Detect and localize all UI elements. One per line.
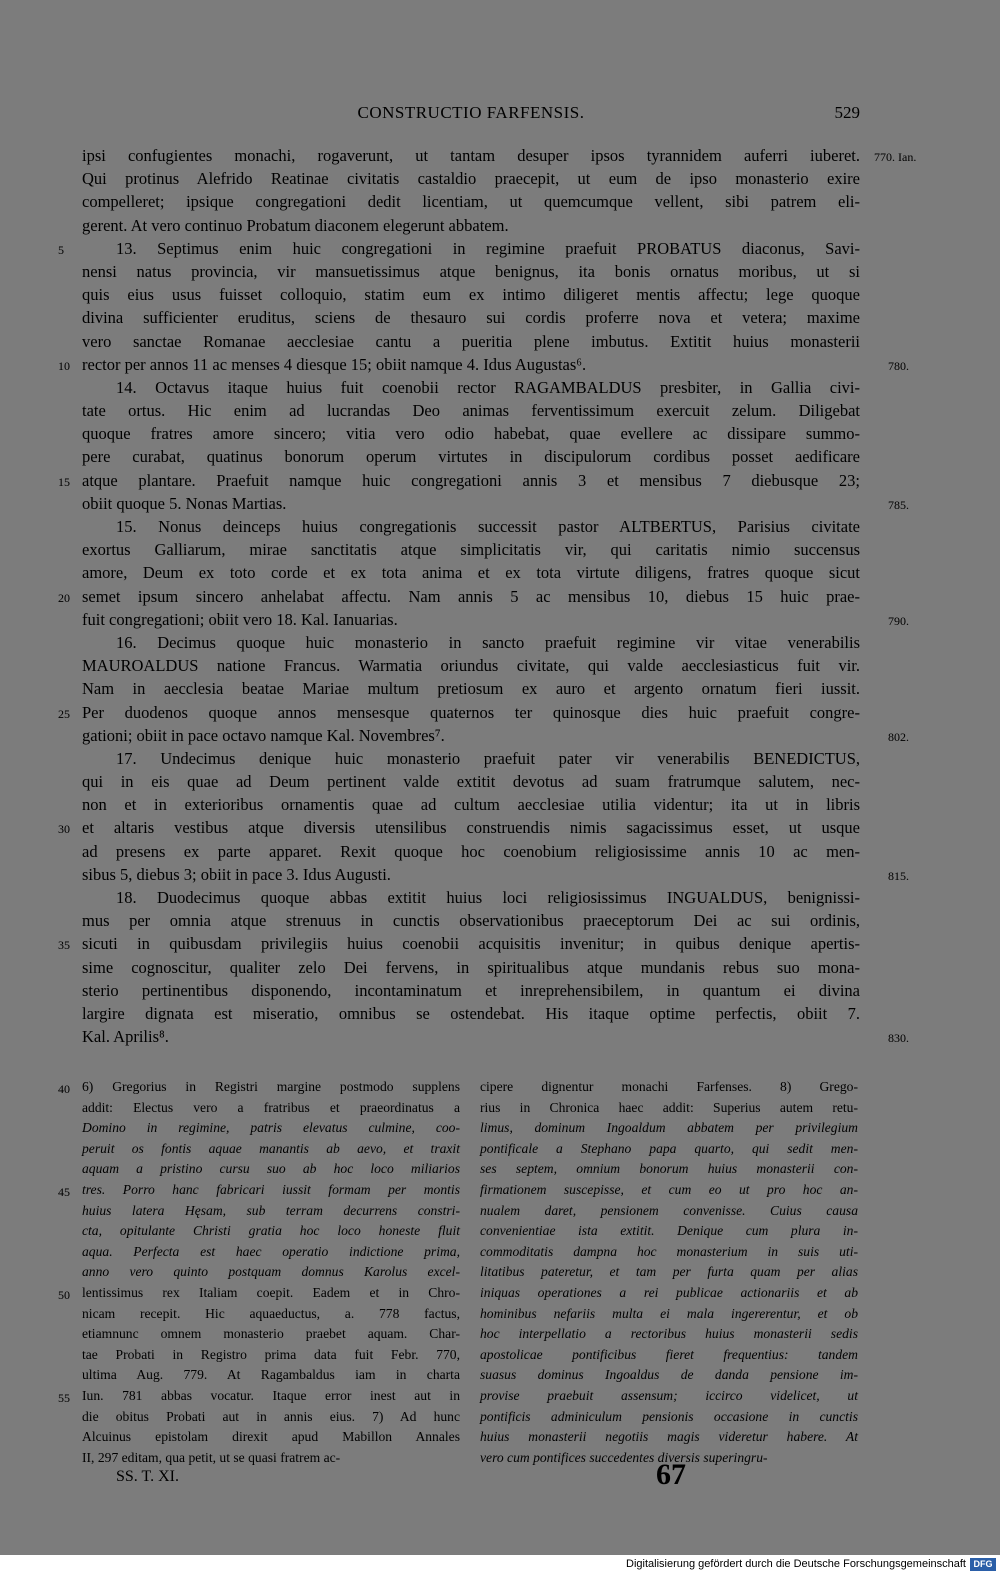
footnote-line [82, 1098, 460, 1119]
footnote-line-content: limus, dominum Ingoaldum abbatem per privilegium [480, 1120, 858, 1136]
footnote-line [82, 1427, 460, 1448]
footnote-line-content: aquam a pristino cursu suo ab hoc loco miliarios [82, 1161, 460, 1177]
margin-year: 780. [888, 358, 909, 373]
text-line [82, 840, 860, 863]
footnote-line [58, 1077, 460, 1098]
digitization-footer [0, 1555, 1000, 1575]
text-line-content: sime cognoscitur, qualiter zelo Dei fervens, in spiritualibus atque mundanis rebus suo mona- [82, 957, 860, 977]
text-line [82, 214, 860, 237]
footnote-line [480, 1304, 858, 1325]
text-line [58, 701, 860, 724]
footnote-line-content: cta, opitulante Christi gratia hoc loco honeste fluit [82, 1223, 460, 1239]
main-text [58, 144, 917, 1048]
text-line-content: Qui protinus Alefrido Reatinae civitatis castaldio praecepit, ut eum de ipso monasterio exire [82, 169, 860, 189]
footnotes-left-column [58, 1077, 460, 1468]
text-line-content: Kal. Aprilis⁸. [82, 1027, 169, 1047]
text-line-content: quoque fratres amore sincero; vitia vero odio habebat, quae evellere ac dissipare summo- [82, 424, 860, 444]
margin-year: 802. [888, 729, 909, 744]
footnote-line [480, 1262, 858, 1283]
running-title: CONSTRUCTIO FARFENSIS. [357, 103, 585, 122]
line-number: 15 [58, 474, 70, 489]
text-line [82, 167, 860, 190]
text-line-content: nensi natus provincia, vir mansuetissimus atque benignus, ita bonis ornatus moribus, ut si [82, 261, 860, 281]
footnote-line-content: commoditatis dampna hoc monasterium in suis uti- [480, 1243, 858, 1259]
line-number: 25 [58, 706, 70, 721]
text-line-content: et altaris vestibus atque diversis utensilibus construendis nimis sagacissimus esset, ut usque [82, 818, 860, 838]
page-number: 529 [834, 103, 860, 122]
text-line [82, 190, 860, 213]
text-line-content: sterio pertinentibus disponendo, incontaminatum et inreprehensibilem, in quantum ei divina [82, 980, 860, 1000]
text-line [82, 1002, 860, 1025]
dfg-logo-icon: DFG [970, 1558, 996, 1571]
footnotes-right-column [480, 1077, 858, 1468]
margin-year: 785. [888, 497, 909, 512]
text-line [82, 956, 860, 979]
text-line [82, 863, 909, 886]
text-line-content: MAUROALDUS natione Francus. Warmatia oriundus civitate, qui valde aecclesiasticus fuit vir. [82, 656, 860, 676]
text-line [82, 886, 860, 909]
text-line [82, 677, 860, 700]
text-line-content: Per duodenos quoque annos mensesque quaternos ter quinosque dies huic praefuit congre- [82, 702, 860, 722]
footnote-line-content: hoc interpellatio a rectoribus huius monasterii sedis [480, 1326, 858, 1342]
footnote-line [82, 1201, 460, 1222]
text-line-content: tate ortus. Hic enim ad lucrandas Deo animas ferventissimum exercuit zelum. Diligebat [82, 401, 860, 421]
footnote-line [82, 1407, 460, 1428]
line-number: 40 [58, 1082, 70, 1096]
line-number: 10 [58, 358, 70, 373]
text-line [82, 608, 909, 631]
footnote-line [82, 1159, 460, 1180]
footnote-line-content: ultima Aug. 779. At Ragambaldus iam in charta [82, 1367, 460, 1383]
text-line [82, 422, 860, 445]
footer-credit: Digitalisierung gefördert durch die Deutsche Forschungsgemeinschaft [626, 1558, 966, 1570]
footnote-line-content: pontificis adminiculum pensionis occasione in cunctis [480, 1408, 858, 1424]
footnote-line-content: tres. Porro hanc fabricari iussit formam per montis [82, 1181, 460, 1197]
footnote-line [82, 1242, 460, 1263]
footnote-line [480, 1386, 858, 1407]
text-line [82, 654, 860, 677]
footnote-line [480, 1283, 858, 1304]
footnote-line [480, 1098, 858, 1119]
text-line-content: exortus Galliarum, mirae sanctitatis atque simplicitatis vir, qui caritatis nimio succensus [82, 540, 860, 560]
footnote-line-content: Alcuinus epistolam direxit apud Mabillon Annales [82, 1429, 460, 1445]
footnote-line [82, 1324, 460, 1345]
page-header [82, 103, 860, 127]
text-line-content: 18. Duodecimus quoque abbas extitit huius loci religiosissimus INGUALDUS, benignissi- [116, 888, 860, 907]
footnote-line [82, 1448, 460, 1469]
footnote-line [480, 1407, 858, 1428]
margin-year: 830. [888, 1031, 909, 1046]
text-line-content: 13. Septimus enim huic congregationi in regimine praefuit PROBATUS diaconus, Savi- [116, 238, 860, 258]
line-number: 50 [58, 1287, 70, 1302]
margin-year: 770. Ian. [874, 150, 917, 164]
footnote-line [480, 1365, 858, 1386]
text-line [58, 469, 860, 492]
footnote-line-content: Domino in regimine, patris elevatus culmine, coo- [82, 1120, 460, 1136]
text-line-content: ipsi confugientes monachi, rogaverunt, ut tantam desuper ipsos tyrannidem auferri iuberet. [82, 146, 860, 165]
text-line-content: compelleret; ipsique congregationi dedit licentiam, ut quemcumque vellent, sibi patrem eli- [82, 192, 860, 212]
footnote-line-content: rius in Chronica haec addit: Superius autem retu- [480, 1099, 858, 1115]
footnote-line [480, 1324, 858, 1345]
text-line-content: divina sufficienter eruditus, sciens de thesauro sui cordis proferre nova et vetera; maxime [82, 308, 860, 328]
text-line-content: 14. Octavus itaque huius fuit coenobii rector RAGAMBALDUS presbiter, in Gallia civi- [116, 377, 860, 397]
text-line-content: ad presens ex parte apparet. Rexit quoque hoc coenobium religiosissime annis 10 ac men- [82, 841, 860, 861]
footnote-line-content: ses septem, omnium bonorum huius monasterii con- [480, 1161, 858, 1177]
text-line-content: 16. Decimus quoque huic monasterio in sancto praefuit regimine vir vitae venerabilis [116, 632, 860, 652]
footnote-line-content: addit: Electus vero a fratribus et praeordinatus a [82, 1099, 460, 1115]
text-line [58, 585, 860, 608]
footnote-line [480, 1180, 858, 1201]
footnote-line [480, 1427, 858, 1448]
footnote-line-content: cipere dignentur monachi Farfenses. 8) Grego- [480, 1079, 858, 1094]
text-line-content: largire dignata est miseratio, omnibus se ostendebat. His itaque optime perfectis, obiit 7. [82, 1003, 860, 1023]
footnote-line-content: hominibus nefariis multa ei mala ingererentur, et ob [480, 1305, 858, 1321]
text-line-content: fuit congregationi; obiit vero 18. Kal. Ianuarias. [82, 609, 398, 629]
footnote-line-content: die obitus Probati aut in annis eius. 7) Ad hunc [82, 1408, 460, 1424]
text-line [82, 1025, 909, 1048]
footnote-line-content: nicam recepit. Hic aquaeductus, a. 778 factus, [82, 1305, 460, 1321]
margin-year: 790. [888, 613, 909, 628]
footnote-line [82, 1262, 460, 1283]
footnote-line-content: litatibus pateretur, et tam per furta quam per alias [480, 1264, 858, 1280]
footnote-line-content: anno vero quinto postquam domnus Karolus excel- [82, 1264, 460, 1280]
text-line [82, 979, 860, 1002]
footnote-line-content: suasus dominus Ingoaldus de danda pensione im- [480, 1367, 858, 1383]
line-number: 20 [58, 590, 70, 605]
text-line [58, 237, 860, 260]
footnote-line-content: etiamnunc omnem monasterio praebet aquam. Char- [82, 1326, 460, 1342]
text-line-content: mus per omnia atque strenuus in cunctis observationibus praeceptorum Dei ac sui ordinis, [82, 911, 860, 931]
footnote-line [480, 1345, 858, 1366]
text-line [58, 932, 860, 955]
footnote-line-content: apostolicae pontificibus fieret frequentius: tandem [480, 1346, 858, 1362]
text-line-content: amore, Deum ex toto corde et ex tota anima et ex tota virtute diligens, fratres quoque sicut [82, 563, 860, 583]
text-line-content: sicuti in quibusdam privilegiis huius coenobii acquisitis invenitur; in quibus denique apertis- [82, 934, 860, 954]
footnote-line [82, 1365, 460, 1386]
text-line [82, 330, 860, 353]
text-line [58, 353, 909, 376]
footnote-line-content: huius latera Hęsam, sub terram decurrens constri- [82, 1202, 460, 1218]
footnote-line [480, 1159, 858, 1180]
text-line [82, 445, 860, 468]
text-line-content: gerent. At vero continuo Probatum diaconem elegerunt abbatem. [82, 215, 509, 235]
text-line [82, 306, 860, 329]
text-line-content: qui in eis quae ad Deum pertinent valde extitit devotus ad suam fratrumque salutem, nec- [82, 772, 860, 792]
footnote-line [480, 1139, 858, 1160]
text-line [82, 515, 860, 538]
text-line [82, 793, 860, 816]
footnote-line-content: 6) Gregorius in Registri margine postmodo supplens [82, 1079, 460, 1094]
text-line-content: atque plantare. Praefuit namque huic congregationi annis 3 et mensibus 7 diebusque 23; [82, 470, 860, 490]
margin-year: 815. [888, 868, 909, 883]
footnote-line-content: huius monasterii negotiis magis videretur habere. At [480, 1429, 858, 1445]
footnote-line [82, 1304, 460, 1325]
line-number: 35 [58, 938, 70, 953]
footnote-line [82, 1139, 460, 1160]
footnote-line-content: lentissimus rex Italiam coepit. Eadem et in Chro- [82, 1284, 460, 1300]
line-number: 5 [58, 242, 64, 257]
footnote-line [58, 1180, 460, 1201]
text-line-content: semet ipsum sincero anhelabat affectu. Nam annis 5 ac mensibus 10, diebus 15 huic prae- [82, 586, 860, 606]
footnote-line [480, 1242, 858, 1263]
text-line [82, 399, 860, 422]
footnote-line [82, 1345, 460, 1366]
footnote-line-content: II, 297 editam, qua petit, ut se quasi fratrem ac- [82, 1449, 341, 1465]
text-line [82, 561, 860, 584]
footnote-line [480, 1118, 858, 1139]
footnote-line [58, 1386, 460, 1407]
text-line-content: obiit quoque 5. Nonas Martias. [82, 493, 287, 513]
footnote-line [480, 1201, 858, 1222]
text-line [82, 260, 860, 283]
footnote-line-content: nualem daret, pensionem convenisse. Cuius causa [480, 1202, 858, 1218]
text-line-content: quis eius usus fuisset colloquio, statim eum ex intimo diligeret mentis affectu; lege quoque [82, 285, 860, 305]
text-line [82, 538, 860, 561]
footnote-line-content: iniquas operationes a rei publicae actionariis et ab [480, 1284, 858, 1300]
text-line-content: Nam in aecclesia beatae Mariae multum pretiosum ex auro et argento ornatum fieri iussit. [82, 679, 860, 699]
footnote-line [58, 1283, 460, 1304]
footnote-line-content: aqua. Perfecta est haec operatio indictione prima, [82, 1243, 460, 1259]
footnote-line-content: vero cum pontifices succedentes diversis superingru- [480, 1449, 768, 1465]
text-line [82, 909, 860, 932]
text-line [82, 492, 909, 515]
text-line-content: 17. Undecimus denique huic monasterio praefuit pater vir venerabilis BENEDICTUS, [116, 748, 860, 768]
signature-mark: SS. T. XI. [116, 1468, 179, 1485]
text-line [82, 376, 860, 399]
footnote-line [480, 1077, 858, 1098]
footnote-line [480, 1221, 858, 1242]
sheet-number: 67 [656, 1458, 686, 1491]
footnote-line-content: tae Probati in Registro prima data fuit Febr. 770, [82, 1346, 460, 1362]
footnote-line-content: peruit os fontis aquae manantis ab aevo, et traxit [82, 1140, 460, 1156]
text-line [58, 816, 860, 839]
text-line-content: rector per annos 11 ac menses 4 diesque 15; obiit namque 4. Idus Augustas⁶. [82, 354, 587, 374]
line-number: 45 [58, 1184, 70, 1199]
text-line-content: non et in exterioribus ornamentis quae ad cultum aecclesiae utilia videntur; ita ut in libris [82, 795, 860, 815]
text-line-content: gationi; obiit in pace octavo namque Kal. Novembres⁷. [82, 725, 445, 745]
text-line-content: pere curabat, quatinus bonorum operum virtutes in discipulorum cordibus posset aedificare [82, 447, 860, 467]
text-line-content: 15. Nonus deinceps huius congregationis successit pastor ALTBERTUS, Parisius civitate [116, 517, 860, 536]
line-number: 30 [58, 822, 70, 837]
text-line [82, 631, 860, 654]
text-line-content: vero sanctae Romanae aecclesiae cantu a pueritia plene imbutus. Extitit huius monasterii [82, 331, 860, 351]
footnote-line-content: Iun. 781 abbas vocatur. Itaque error inest aut in [82, 1387, 460, 1403]
text-line-content: sibus 5, diebus 3; obiit in pace 3. Idus Augusti. [82, 864, 391, 884]
text-line [82, 770, 860, 793]
text-line [82, 747, 860, 770]
text-line [82, 283, 860, 306]
footnote-line-content: firmationem suscepisse, et cum eo ut pro hoc an- [480, 1181, 858, 1197]
line-number: 55 [58, 1390, 70, 1405]
text-line [82, 144, 917, 167]
footnote-line-content: convenientiae ista extitit. Denique cum plura in- [480, 1223, 858, 1239]
text-line [82, 724, 909, 747]
footnote-line-content: pontificale a Stephano papa quarto, qui sedit men- [480, 1140, 858, 1156]
footnote-line [82, 1118, 460, 1139]
footnote-line [82, 1221, 460, 1242]
footnote-line-content: provise praebuit assensum; iccirco videlicet, ut [480, 1387, 858, 1403]
